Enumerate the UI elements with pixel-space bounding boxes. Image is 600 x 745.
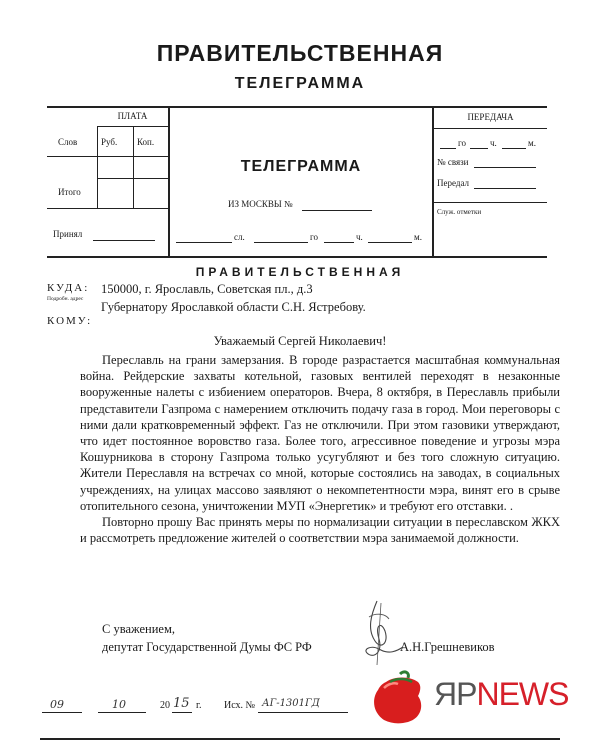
slov-label: Слов xyxy=(58,137,78,147)
rub-label: Руб. xyxy=(101,137,118,147)
closing-text: С уважением, xyxy=(102,622,175,636)
date-year-prefix: 20 xyxy=(160,700,170,711)
sluzh-label: Служ. отметки xyxy=(437,208,482,216)
m-label: м. xyxy=(414,232,422,242)
kuda-label: КУДА: xyxy=(47,282,90,294)
plata-label: ПЛАТА xyxy=(117,111,148,121)
go-label: го xyxy=(310,232,318,242)
brand-yar: ЯР xyxy=(434,676,477,712)
ish-number: АГ-1301ГД xyxy=(262,698,320,709)
letter-paragraph: Переславль на грани замерзания. В городе разрастается масштабная коммунальная война. Рейдерские захваты котельной, газовых вентилей переходят в незаконные вооруженные налеты с избиением операторов. Вчера, 8 октября, в Переславль прибыли представители Газпрома с намерением отключить подачу газа в город. Мои переговоры с ними дали кратковременный эффект. Газ не отключили. При этом газовики утверждают, что идет постоянное воровство газа. Более того, агрессивное поведение и угрозы мэра Кошурникова в сторону Газпрома только усугубляют и без того сложную ситуацию. Жители Переславля на встречах со мной, которые состоялись на заводах, в социальных учреждениях, на улицах массово заявляют о некомпетентности мэра, винят его в срыве отопительного сезона, уничтожении МУП «Энергетик» и требуют его отставки. . xyxy=(80,353,560,513)
recipient-line: Губернатору Ярославкой области С.Н. Ястребову. xyxy=(101,300,366,314)
signer-position: депутат Государственной Думы ФС РФ xyxy=(102,640,312,654)
signature-image xyxy=(345,595,415,670)
center-title: ТЕЛЕГРАММА xyxy=(240,158,362,175)
no-svyazi-label: № связи xyxy=(437,157,469,167)
letter-paragraph: Повторно прошу Вас принять меры по нормализации ситуации в переславском ЖКХ и рассмотреть предложение жителей о соответствии мэра занимаемой должности. xyxy=(80,515,560,546)
pepper-icon xyxy=(366,668,432,728)
podrob-label: Подробн. адрес xyxy=(47,296,84,302)
ish-label: Исх. № xyxy=(224,700,256,711)
kop-label: Коп. xyxy=(137,137,155,147)
address-line: 150000, г. Ярославль, Советская пл., д.3 xyxy=(101,282,313,296)
letter-greeting: Уважаемый Сергей Николаевич! xyxy=(213,334,387,348)
peredacha-label: ПЕРЕДАЧА xyxy=(467,112,514,122)
peredal-label: Передал xyxy=(437,178,470,188)
iz-moskvy-label: ИЗ МОСКВЫ № xyxy=(228,199,293,209)
right-ch-label: ч. xyxy=(490,138,497,148)
telegram-type-label: ПРАВИТЕЛЬСТВЕННАЯ xyxy=(195,265,405,279)
itogo-label: Итого xyxy=(58,187,81,197)
date-day: 09 xyxy=(50,698,64,711)
signer-name: А.Н.Грешневиков xyxy=(400,640,495,654)
date-year-g: г. xyxy=(196,700,202,711)
date-month: 10 xyxy=(112,698,126,711)
ch-label: ч. xyxy=(356,232,363,242)
sl-label: сл. xyxy=(234,232,245,242)
komu-label: КОМУ: xyxy=(47,315,93,327)
letter-body xyxy=(80,352,560,546)
page-title: ПРАВИТЕЛЬСТВЕННАЯ xyxy=(156,40,444,66)
prinyal-label: Принял xyxy=(53,229,83,239)
right-m-label: м. xyxy=(528,138,536,148)
date-year-suffix: 15 xyxy=(173,696,190,711)
brand-news: NEWS xyxy=(476,676,569,712)
page-subtitle: ТЕЛЕГРАММА xyxy=(234,75,366,92)
right-go-label: го xyxy=(458,138,466,148)
